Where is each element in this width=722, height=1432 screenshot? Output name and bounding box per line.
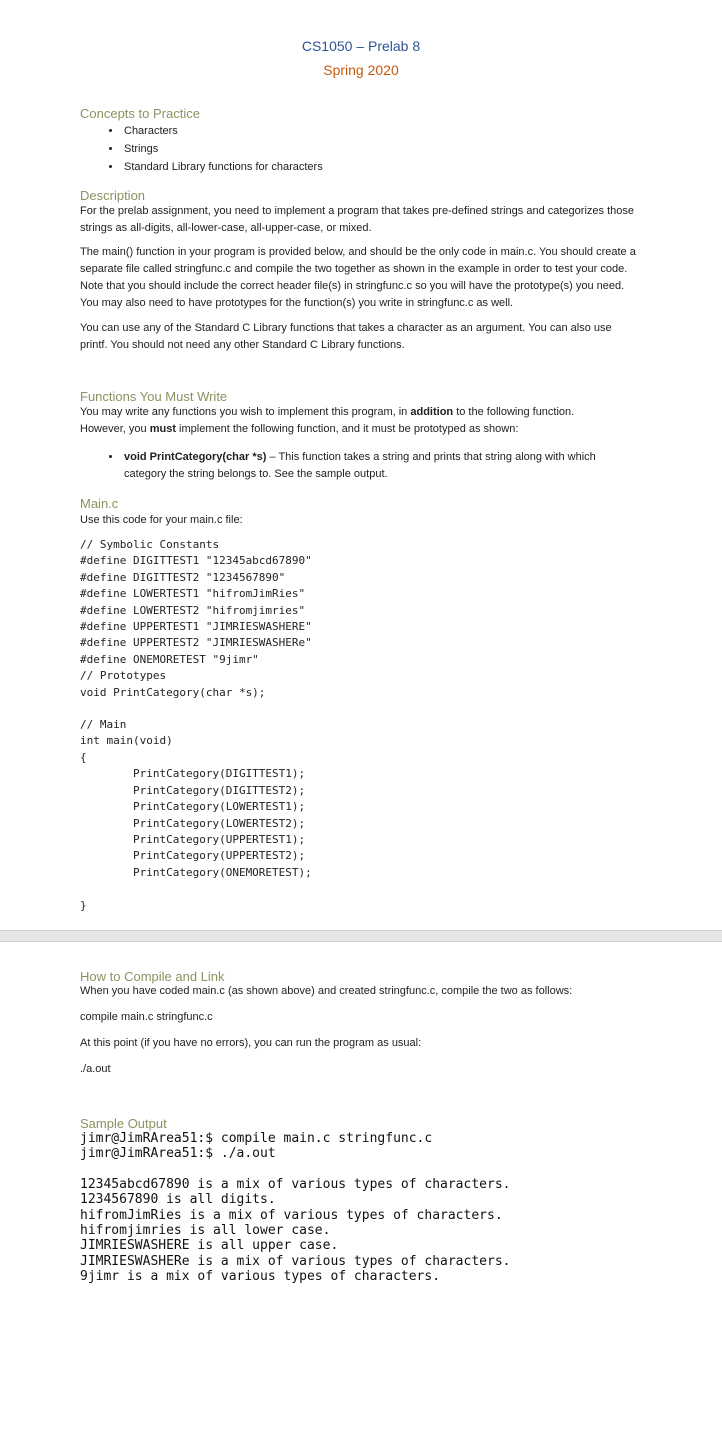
function-description: – This function takes a string and prints that string along with which category the string belongs to. See the sample output. bbox=[124, 451, 596, 480]
functions-paragraph bbox=[80, 404, 640, 438]
description-section bbox=[80, 188, 640, 354]
functions-list bbox=[80, 449, 640, 483]
code-line: PrintCategory(UPPERTEST1); bbox=[80, 832, 306, 846]
concepts-list bbox=[80, 122, 640, 176]
terminal-line: hifromJimRies is a mix of various types of characters. bbox=[80, 1207, 503, 1223]
sample-output-lines bbox=[80, 1177, 680, 1285]
mainc-heading: Main.c bbox=[80, 496, 119, 511]
function-signature: void PrintCategory(char *s) bbox=[124, 451, 267, 463]
code-line: PrintCategory(DIGITTEST2); bbox=[80, 783, 306, 797]
concepts-heading: Concepts to Practice bbox=[80, 106, 200, 121]
code-block-header bbox=[80, 537, 640, 701]
code-line: void PrintCategory(char *s); bbox=[80, 685, 266, 699]
description-paragraph-1: For the prelab assignment, you need to implement a program that takes pre-defined strings and categorizes those strings as all-digits, all-lower-case, all-upper-case, or mixed. bbox=[80, 205, 634, 234]
compile-paragraph-1: When you have coded main.c (as shown above) and created stringfunc.c, compile the two as follows: bbox=[80, 985, 573, 997]
document-subtitle: Spring 2020 bbox=[323, 62, 399, 78]
terminal-line: 1234567890 is all digits. bbox=[80, 1192, 276, 1208]
description-paragraph-3: You can use any of the Standard C Library functions that takes a character as an argument. You can also use printf. You should not need any other Standard C Library functions. bbox=[80, 322, 612, 351]
functions-section bbox=[80, 389, 640, 483]
code-line: int main(void) bbox=[80, 734, 173, 748]
concept-item: • Standard Library functions for characters bbox=[122, 158, 640, 176]
functions-text-2b: implement the following function, and it must be prototyped as shown: bbox=[175, 423, 519, 435]
code-line: PrintCategory(LOWERTEST1); bbox=[80, 800, 306, 814]
code-line: { bbox=[80, 750, 87, 764]
code-line: PrintCategory(UPPERTEST2); bbox=[80, 849, 306, 863]
concepts-section bbox=[80, 106, 640, 176]
functions-text-1a: You may write any functions you wish to implement this program, in bbox=[80, 406, 411, 418]
functions-text-1-bold: addition bbox=[410, 406, 454, 418]
code-line: // Main bbox=[80, 718, 127, 732]
terminal-line: JIMRIESWASHERe is a mix of various types of characters. bbox=[80, 1253, 511, 1269]
compile-command: compile main.c stringfunc.c bbox=[80, 1011, 213, 1023]
code-line: #define LOWERTEST1 "hifromJimRies" bbox=[80, 587, 306, 601]
compile-paragraph-2: At this point (if you have no errors), you can run the program as usual: bbox=[80, 1037, 422, 1049]
functions-text-2-bold: must bbox=[149, 423, 176, 435]
document-page-2 bbox=[0, 942, 722, 1432]
code-line: #define ONEMORETEST "9jimr" bbox=[80, 652, 259, 666]
code-block-main bbox=[80, 717, 640, 914]
document-title: CS1050 – Prelab 8 bbox=[301, 38, 421, 54]
code-line: #define DIGITTEST1 "12345abcd67890" bbox=[80, 554, 312, 568]
mainc-section bbox=[80, 496, 640, 914]
terminal-line: jimr@JimRArea51:$ compile main.c stringfunc.c bbox=[80, 1131, 433, 1146]
terminal-line: JIMRIESWASHERE is all upper case. bbox=[80, 1238, 339, 1254]
code-line: #define UPPERTEST1 "JIMRIESWASHERE" bbox=[80, 620, 312, 634]
concept-item: • Strings bbox=[122, 140, 640, 158]
sample-output-section bbox=[80, 1116, 680, 1285]
terminal-line: hifromjimries is all lower case. bbox=[80, 1223, 331, 1239]
code-line: PrintCategory(DIGITTEST1); bbox=[80, 767, 306, 781]
terminal-line: 12345abcd67890 is a mix of various types of characters. bbox=[80, 1176, 511, 1192]
functions-heading: Functions You Must Write bbox=[80, 389, 228, 404]
terminal-line: 9jimr is a mix of various types of characters. bbox=[80, 1269, 441, 1285]
description-paragraph-2: The main() function in your program is provided below, and should be the only code in main.c. You should create a separate file called stringfunc.c and compile the two together as shown in the example in order to test your code. Note that you should include the correct header file(s) in stringfunc.c so you will have the prototype(s) you need. You may also need to have prototypes for the function(s) you write in stringfunc.c as well. bbox=[80, 246, 636, 309]
functions-text-1b: to the following function. bbox=[453, 406, 575, 418]
code-line: #define UPPERTEST2 "JIMRIESWASHERe" bbox=[80, 636, 312, 650]
mainc-intro: Use this code for your main.c file: bbox=[80, 514, 243, 526]
description-heading: Description bbox=[80, 188, 146, 203]
code-line: #define LOWERTEST2 "hifromjimries" bbox=[80, 603, 306, 617]
compile-section bbox=[80, 969, 640, 1078]
functions-text-2a: However, you bbox=[80, 423, 150, 435]
page-break bbox=[0, 930, 722, 942]
code-line: // Prototypes bbox=[80, 669, 167, 683]
code-line: } bbox=[80, 898, 87, 912]
sample-output-heading: Sample Output bbox=[80, 1116, 167, 1131]
terminal-line: jimr@JimRArea51:$ ./a.out bbox=[80, 1146, 276, 1162]
code-line: // Symbolic Constants bbox=[80, 538, 220, 551]
run-command: ./a.out bbox=[80, 1063, 111, 1075]
code-line: #define DIGITTEST2 "1234567890" bbox=[80, 570, 286, 584]
sample-output-commands bbox=[80, 1131, 680, 1162]
function-item bbox=[122, 449, 640, 483]
code-line: PrintCategory(LOWERTEST2); bbox=[80, 816, 306, 830]
concept-item: • Characters bbox=[122, 122, 640, 140]
code-line: PrintCategory(ONEMORETEST); bbox=[80, 865, 312, 879]
compile-heading: How to Compile and Link bbox=[80, 969, 225, 984]
